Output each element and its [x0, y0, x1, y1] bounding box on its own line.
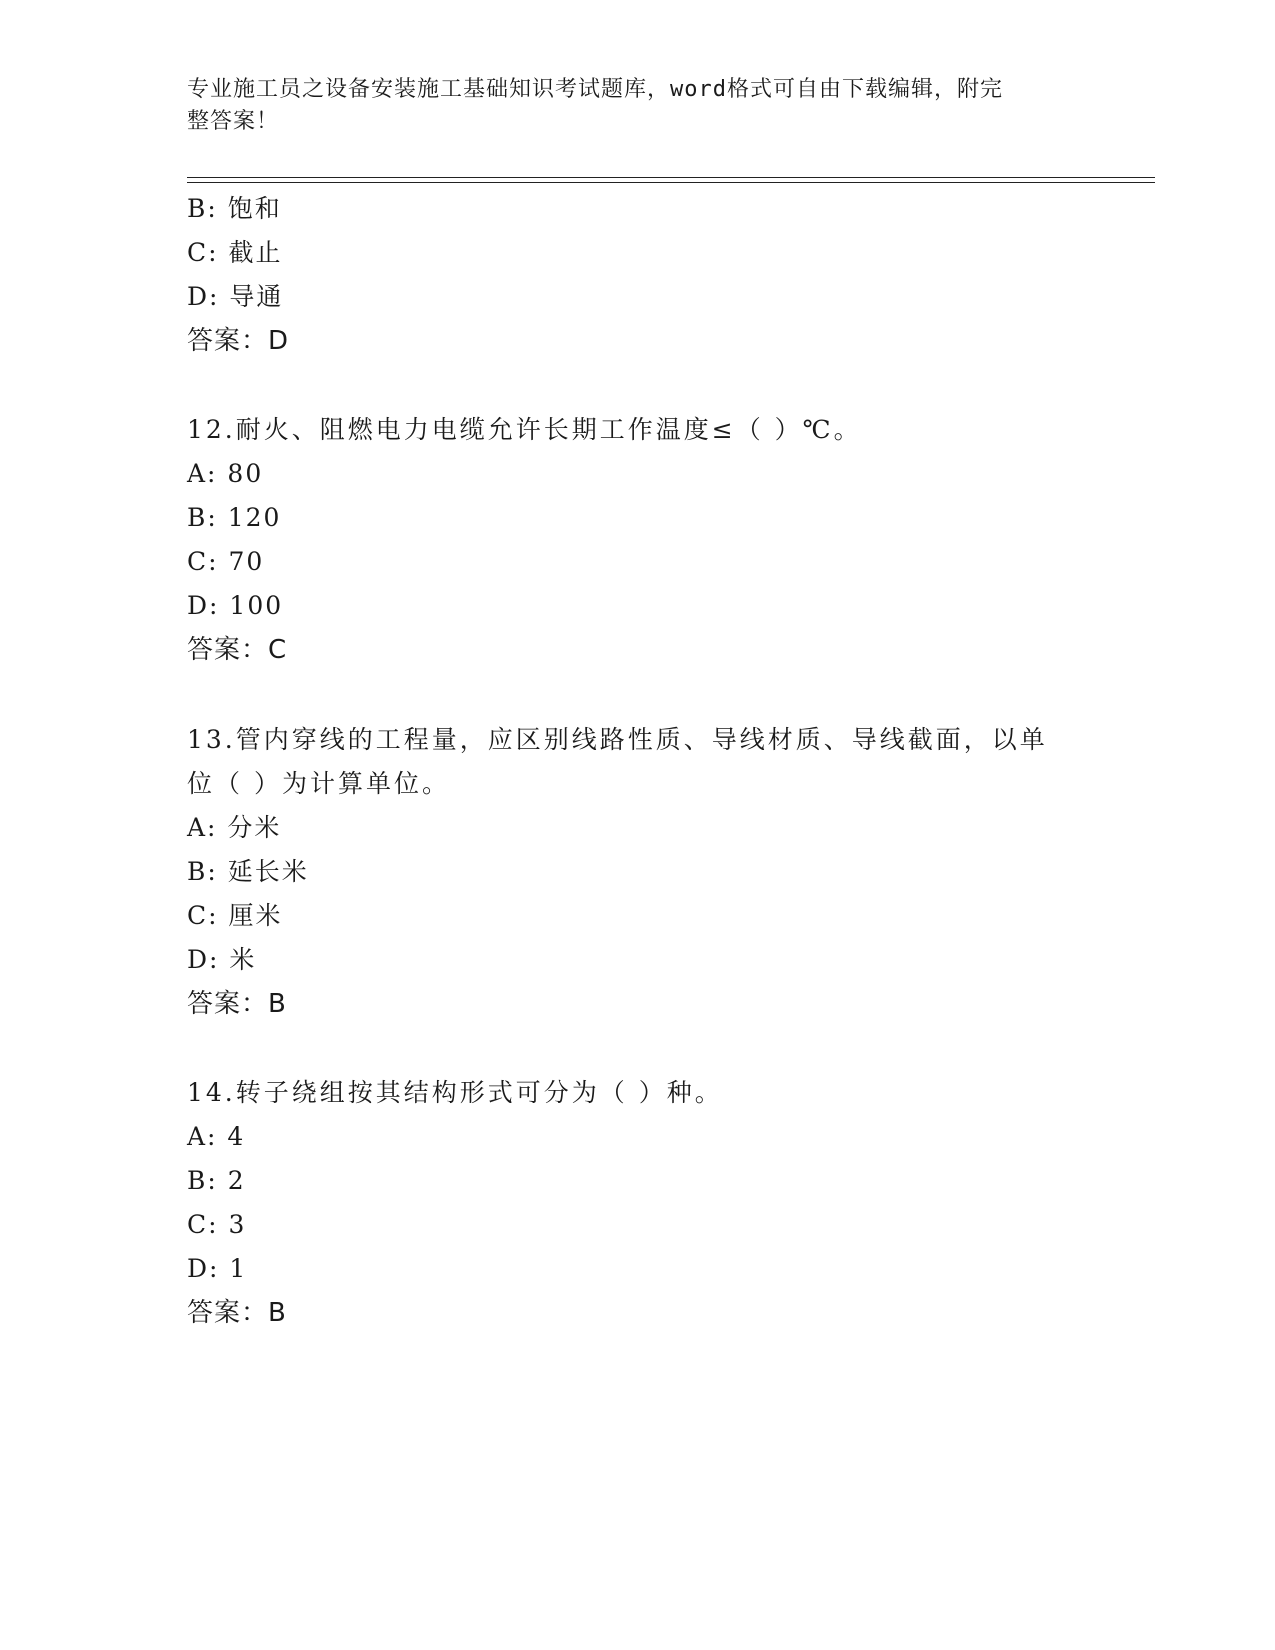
- q12-option-a: A: 80: [187, 459, 264, 488]
- q12-answer: 答案：C: [187, 635, 288, 665]
- q14-option-d: D: 1: [187, 1254, 248, 1283]
- question-12-text: 12.耐火、阻燃电力电缆允许长期工作温度≤（ ）℃。: [187, 415, 862, 444]
- q13-option-a: A: 分米: [187, 813, 282, 842]
- prev-option-c: C: 截止: [187, 238, 283, 267]
- prev-option-d: D: 导通: [187, 282, 284, 311]
- q12-option-d: D: 100: [187, 591, 284, 620]
- q14-answer: 答案：B: [187, 1298, 287, 1328]
- q14-option-c: C: 3: [187, 1210, 247, 1239]
- question-13-text-line-2: 位（ ）为计算单位。: [187, 769, 450, 798]
- q13-option-b: B: 延长米: [187, 857, 309, 886]
- header-divider-bottom: [187, 182, 1155, 183]
- question-14-text: 14.转子绕组按其结构形式可分为（ ）种。: [187, 1078, 723, 1107]
- header-line-1: 专业施工员之设备安装施工基础知识考试题库，word格式可自由下载编辑，附完: [187, 77, 1003, 102]
- q13-answer: 答案：B: [187, 989, 287, 1019]
- prev-answer: 答案：D: [187, 326, 290, 356]
- q14-option-b: B: 2: [187, 1166, 246, 1195]
- q14-option-a: A: 4: [187, 1122, 246, 1151]
- q13-option-d: D: 米: [187, 945, 257, 974]
- q12-option-b: B: 120: [187, 503, 282, 532]
- header-line-2: 整答案！: [187, 109, 280, 134]
- q12-option-c: C: 70: [187, 547, 265, 576]
- document-header: [187, 74, 1067, 138]
- prev-option-b: B: 饱和: [187, 194, 282, 223]
- question-13-text-line-1: 13.管内穿线的工程量，应区别线路性质、导线材质、导线截面，以单: [187, 725, 1048, 754]
- q13-option-c: C: 厘米: [187, 901, 283, 930]
- header-divider-top: [187, 177, 1155, 178]
